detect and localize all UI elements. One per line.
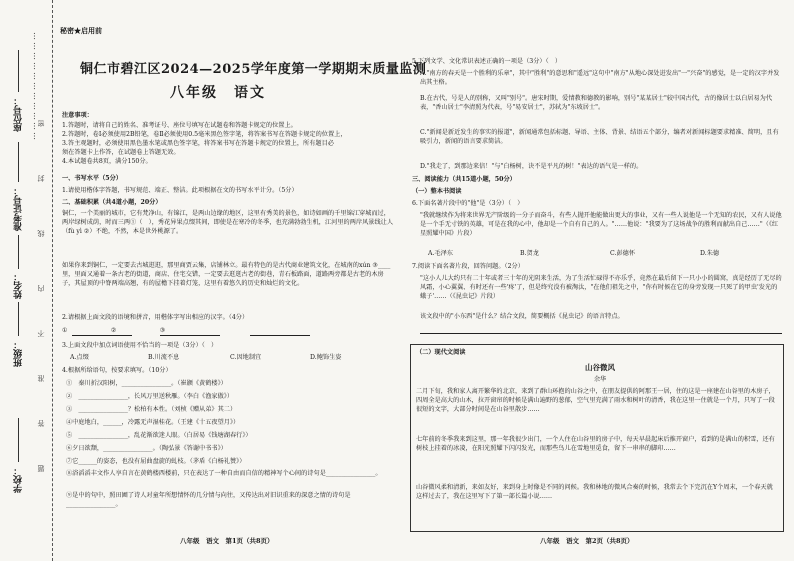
article-paragraph: 二月下旬，我和家人离开繁华的北京，来到了群山环抱的山谷之中，在朋友提供的阿那王一居，住的这是一座建在山谷里的木房子，四周全是高大的山木，拉开窗帘的时候是满山遍野的葱郁，空气里充满了雨水和树叶的清香，我在这里一住就是一个月，只写了一段很短的文字，大部分时间是在山谷里散步…… (416, 388, 775, 413)
question-4: 4.根据所给语句，按要求填写。（10分） (62, 367, 172, 374)
fill-line: ⑧浴滔滔丰文作人享自言在黄鹤楼西楼前，只在表达了一种自由而自信的精神写个心间的诗句是________________。 (66, 470, 382, 477)
school-line (18, 418, 19, 462)
article-title: 山谷微风 (585, 363, 615, 372)
note-item: 4.本试题卷共8页，满分150分。 (62, 158, 152, 165)
note-item: 3.答主观题时，必须使用黑色墨水笔或黑色签字笔，将答案书写在答题卡规定的位置上，所有题目必 (62, 140, 334, 147)
option-d: D.鲍饰生姿 (310, 354, 342, 361)
section-heading: 二、基础积累（共4道小题，20分） (62, 199, 162, 206)
exam-no-label: 准考证号： (14, 186, 24, 231)
option-a: A.点缀 (70, 354, 89, 361)
class-label: 班级： (14, 340, 24, 367)
sub-section-heading: （一）整本书阅读 (412, 188, 462, 195)
seal-char: 答 (37, 420, 45, 427)
passage-paragraph: 如果你来到铜仁，一定要去古城逛逛，那里商贾云集，店铺林立。最有特色的是古代商业建筑文化，在城南的xún ③____里，里面又通着一条古老的街道，商店、住宅交错，一定要去逛逛古老的街巷，青石板路面，道路两旁都是古老的木房子，其屋顶的中脊两端高翘，有的屋檐下挂着灯笼，这里有着悠久的历史和灿烂的文化。 (62, 262, 391, 287)
answer-line (250, 335, 310, 336)
question-5: 5.下列文学、文化常识表述正确的一项是（3分）（ ） (412, 58, 562, 65)
option-b: B.贺龙 (520, 250, 539, 257)
seat-label: 座位号： (14, 96, 24, 132)
option-c: C.因地制宜 (230, 354, 262, 361)
seal-char: 题 (37, 465, 45, 472)
sub-section-heading: （二）现代文阅读 (416, 349, 466, 356)
notes-heading: 注意事项： (62, 112, 93, 119)
seal-char: 内 (37, 285, 45, 292)
question-7-ask: 该文段中的"小东西"是什么？结合文段，简要概括《昆虫记》的语言特点。 (420, 313, 624, 320)
fill-line: ⑨是中的句中，照田圃了诗人对童年所想情怀的几分情与向往，又传达出对旧识重来的深意之情的诗句是________________。 (66, 492, 351, 508)
seat-line (18, 50, 19, 92)
section-heading: 三、阅读能力（共15道小题，50分） (412, 176, 516, 183)
fill-line: ② ________________，长风万里送秋雁。（李白《渔家傲》） (66, 393, 234, 400)
question-7: 7.阅读下面名著片段，回答问题。（2分） (412, 263, 524, 270)
option-b: B.川流不息 (148, 354, 180, 361)
question-6: 6.下面名著片段中的"他"是（3分）（ ） (412, 200, 524, 207)
page-footer-left: 八年级 语文 第1页（共8页） (180, 537, 274, 545)
page-footer-right: 八年级 语文 第2页（共8页） (540, 537, 634, 545)
seal-char: 密 (37, 120, 45, 127)
question-2-blanks: ① ② ③ (62, 327, 166, 334)
fill-line: ⑤ ________________，乱花渐欲迷人眼。（白居易《钱塘湖春行》） (66, 432, 252, 439)
seal-char: 封 (37, 175, 45, 182)
class-line (18, 302, 19, 336)
article-paragraph: 山谷微风柔和清新，来如友好，来到身上时像是不同的问候。我和林地的微风合奏的时候，我常去个下完沉在Y个周末，一个春天就这样过去了，我在这里写下了第一部长篇小说…… (416, 484, 773, 500)
article-paragraph: 七年前的冬季我来到这里，那一年我很少出门，一个人住在山谷里的房子中，每天早晨起床后推开窗户，看到的是满山的积雪，还有树枝上挂着的冰凌，在阳光照耀下闪闪发光，而那些鸟儿在雪地里觅食，留下一串串的脚印…… (416, 436, 775, 452)
answer-line (160, 335, 220, 336)
option-b: B.在古代，号是人的别称，又叫"别号"。唐宋时期，爱情教和德教的影响，别号"某某居士"较中国古代，古的像居士以白居易为代表，"香山居士"李清照为代表，号"易安居士"，苏轼为"东坡居士"。 (420, 95, 773, 111)
article-author: 余华 (593, 376, 607, 383)
option-d: D."我走了，到那边来信！"与"白杨树，诀不是平凡的树！"表达的语气是一样的。 (420, 163, 643, 170)
quote-7: "这小人儿大约只有二十年或者三十年的光阴来生活，为了生活忙碌得不亦乐乎，竟然在最后留下一只小小的圆窝，真是经历了无尽的风霜，小心翼翼、有时还有一些'疼'了，但是终究没有被淘汰，"在他们祖先之中，"你有时候在它的身旁发现一只死了的甲虫'发光的蛾子'……（《昆虫记》片段） (420, 275, 782, 300)
exam-no-line (18, 142, 19, 182)
option-a: A."南方的春天是一个胜利的乐章"，其中"胜利"的意思和"遥远"这句中"南方"从地心深处迸发出"一"兴奋"的感觉，是一定的汉字并发出其主格。 (420, 70, 780, 86)
name-line (18, 235, 19, 269)
school-label: 学校： (14, 466, 24, 493)
option-d: D.朱德 (700, 250, 720, 257)
fill-line: ③ ________________？松柏有本性。（刘桢《赠从弟》其二） (66, 406, 237, 413)
name-label: 姓名： (14, 272, 24, 299)
exam-subject: 八年级 语文 (170, 85, 266, 101)
question-3: 3.上面文段中加点词语使用不恰当的一项是（3分）（ ） (62, 342, 218, 349)
answer-line (72, 335, 132, 336)
seal-char: 准 (37, 375, 45, 382)
note-item: 1.答题时，请将自己的姓名、准考证号、座位号填写在试题卷和答题卡规定的位置上。 (62, 122, 297, 129)
question-2: 2.请根据上面文段的语境和拼音，用楷体字写出相应的汉字。（4分） (62, 314, 249, 321)
exam-title: 铜仁市碧江区2024—2025学年度第一学期期末质量监测 (80, 62, 427, 77)
note-item: 2.答题时，卷Ⅰ必须使用2B铅笔，卷Ⅱ必须使用0.5毫米黑色签字笔，将答案书写在答题卡规定的位置上， (62, 131, 347, 138)
quote-6: "我就继续作为将来世界无产阶级的一分子而奋斗，有些人抛开他能做出更大的事业，又有一些人说他是一个无知的农民，又有人说他是一个手无寸铁的英雄，可是在我的心中，他却是一个自有自己的人。"……他说："我要为了这场战争的胜利而献出自己……"（《红星照耀中国》片段） (420, 212, 782, 237)
seal-char: 不 (37, 330, 45, 337)
binding-strip (0, 0, 53, 561)
fill-line: ① 秦川折汉阳树，________________。（崔颢《黄鹤楼》） (66, 380, 227, 387)
passage-paragraph: 铜仁，一个美丽的城市，它有梵净山，有锦江，是两山边缘的地区，这里有秀美的景色，如诗如画的千里锦江穿城而过，两岸绿树成荫，时而三两①（ ），秀花异果点缀其间，即使是在寒冷的冬季，也充满勃勃生机，江河里的两岸风景线让人（fù yì ②）不绝，不然，本是世外桃源了。 (62, 210, 394, 235)
answer-line (420, 333, 782, 334)
seal-char: 线 (37, 230, 45, 237)
fill-line: ⑦它______的姿态，也没有屈曲盘旋的虬枝。（茅盾《白杨礼赞》） (66, 458, 246, 465)
dotted-cut-line: …………………………… (28, 30, 37, 140)
option-a: A.毛泽东 (428, 250, 453, 257)
secret-mark: 秘密★启用前 (60, 26, 102, 35)
fill-line: ④中庭地白，______，冷露无声湿桂花。（王建《十五夜望月》） (66, 419, 240, 426)
option-c: C."新闻是新近发生的事实的报道"，新闻通常包括标题、导语、主体、背景、结语五个部分，编者对新闻标题要求精准、简明，且有吸引力，新闻的语言要求简洁。 (420, 129, 779, 145)
note-item: 须在答题卡上作答，在试题卷上答题无效。 (62, 149, 180, 156)
fill-line: ⑥夕日欲颓，________________。（陶弘景《答谢中书书》） (66, 445, 227, 452)
option-c: C.彭德怀 (610, 250, 636, 257)
question-1: 1.请使用楷体字答题，书写规范、端正、整洁。此项根据在文的书写水平计分。（5分） (62, 187, 298, 194)
section-heading: 一、书写水平（5分） (62, 175, 122, 182)
